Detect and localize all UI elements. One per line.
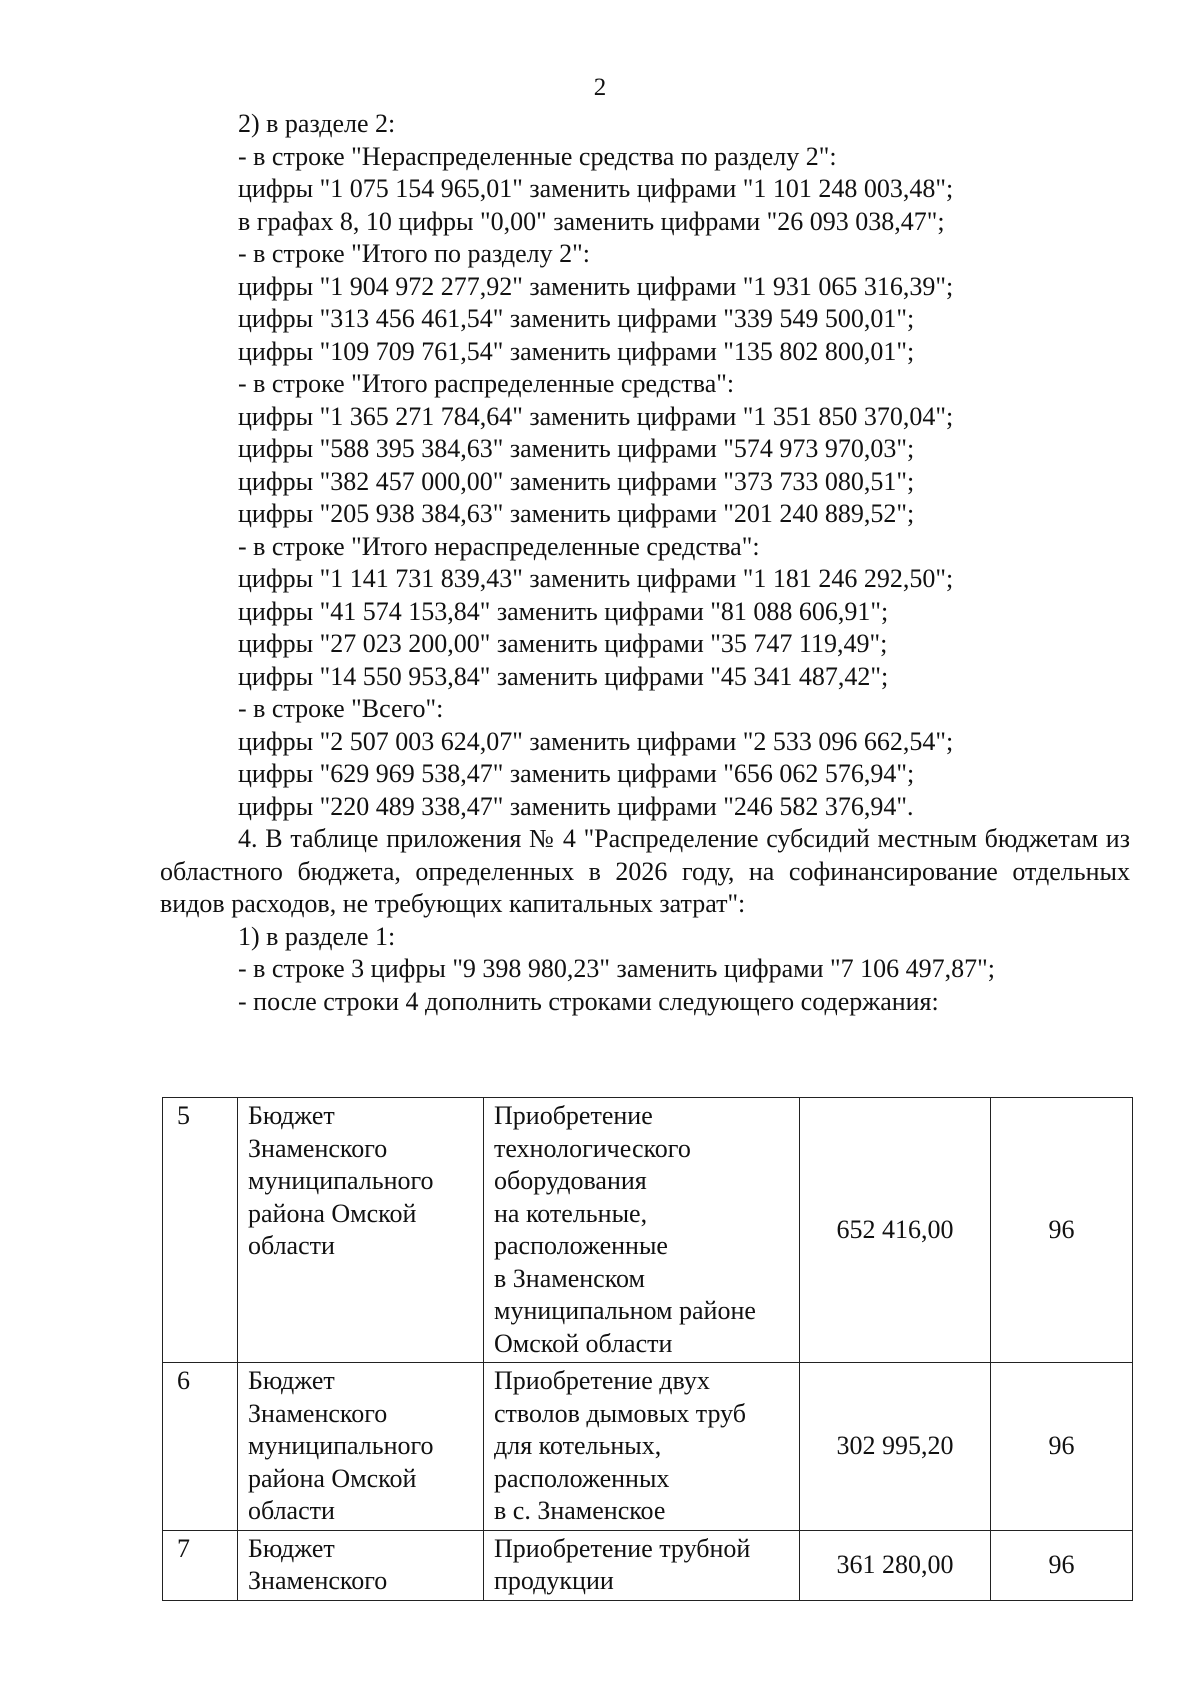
cell-line: для котельных, <box>494 1431 662 1460</box>
cell-line: Знаменского <box>248 1566 388 1595</box>
text-line: цифры "1 904 972 277,92" заменить цифрами "1 931 065 316,39"; <box>238 271 954 301</box>
cell-line: на котельные, <box>494 1198 648 1228</box>
text-line: цифры "1 365 271 784,64" заменить цифрами "1 351 850 370,04"; <box>238 401 954 431</box>
text-line: цифры "382 457 000,00" заменить цифрами "373 733 080,51"; <box>238 466 915 496</box>
text-line: цифры "14 550 953,84" заменить цифрами "45 341 487,42"; <box>238 661 889 691</box>
cell-line: области <box>248 1231 335 1260</box>
purpose-cell <box>484 1530 800 1600</box>
text-line: цифры "629 969 538,47" заменить цифрами "656 062 576,94"; <box>238 759 915 788</box>
sum-cell: 361 280,00 <box>800 1530 991 1600</box>
cell-line: района Омской <box>248 1198 417 1228</box>
text-line: - в строке "Итого по разделу 2": <box>238 239 590 268</box>
cell-line: муниципального <box>248 1431 434 1460</box>
text-line: цифры "220 489 338,47" заменить цифрами "246 582 376,94". <box>238 791 914 821</box>
sum-cell: 652 416,00 <box>800 1098 991 1363</box>
sum-cell: 302 995,20 <box>800 1363 991 1531</box>
text-line: - в строке "Итого распределенные средства": <box>238 369 735 398</box>
cell-line: муниципального <box>248 1166 434 1195</box>
cell-line: оборудования <box>494 1166 647 1195</box>
text-line: в графах 8, 10 цифры "0,00" заменить цифрами "26 093 038,47"; <box>238 206 945 236</box>
text-line: - после строки 4 дополнить строками следующего содержания: <box>238 986 939 1016</box>
cell-line: стволов дымовых труб <box>494 1398 747 1428</box>
text-line: - в строке "Нераспределенные средства по разделу 2": <box>238 141 837 171</box>
cell-line: Приобретение двух <box>494 1366 710 1395</box>
cell-line: Приобретение <box>494 1101 653 1130</box>
purpose-cell <box>484 1098 800 1363</box>
percent-cell: 96 <box>991 1530 1133 1600</box>
cell-line: продукции <box>494 1566 614 1595</box>
cell-line: Бюджет <box>248 1366 335 1395</box>
row-number-cell: 6 <box>163 1363 238 1531</box>
text-line: цифры "41 574 153,84" заменить цифрами "81 088 606,91"; <box>238 596 889 626</box>
paragraph-4: 4. В таблице приложения № 4 "Распределение субсидий местным бюджетам из областного бюджета, определенных в 2026 году, на софинансирование отдельных видов расходов, не требующих капитальных затрат": <box>160 824 1130 918</box>
table-row <box>163 1530 1133 1600</box>
text-line: цифры "1 075 154 965,01" заменить цифрами "1 101 248 003,48"; <box>238 174 954 203</box>
text-line: - в строке "Итого нераспределенные средства": <box>238 531 760 561</box>
table-row <box>163 1098 1133 1363</box>
cell-line: Бюджет <box>248 1533 335 1563</box>
cell-line: Омской области <box>494 1328 673 1358</box>
row-number-cell: 7 <box>163 1530 238 1600</box>
page-number: 2 <box>593 74 607 101</box>
text-line: цифры "1 141 731 839,43" заменить цифрами "1 181 246 292,50"; <box>238 564 954 593</box>
cell-line: Бюджет <box>248 1101 335 1130</box>
cell-line: района Омской <box>248 1463 417 1493</box>
cell-line: Приобретение трубной <box>494 1533 751 1563</box>
purpose-cell <box>484 1363 800 1531</box>
cell-line: технологического <box>494 1133 691 1163</box>
row-number-cell: 5 <box>163 1098 238 1363</box>
subsidy-table <box>162 1097 1133 1601</box>
document-body <box>160 108 1130 1018</box>
percent-cell: 96 <box>991 1098 1133 1363</box>
text-line: 2) в разделе 2: <box>238 109 396 138</box>
cell-line: области <box>248 1496 335 1525</box>
table-row <box>163 1363 1133 1531</box>
text-line: - в строке 3 цифры "9 398 980,23" заменить цифрами "7 106 497,87"; <box>238 954 995 983</box>
text-line: цифры "2 507 003 624,07" заменить цифрами "2 533 096 662,54"; <box>238 726 954 756</box>
budget-cell <box>238 1530 484 1600</box>
text-line: - в строке "Всего": <box>238 694 444 723</box>
cell-line: расположенных <box>494 1463 670 1493</box>
text-line: цифры "27 023 200,00" заменить цифрами "35 747 119,49"; <box>238 629 888 658</box>
cell-line: муниципальном районе <box>494 1296 756 1325</box>
text-line: цифры "588 395 384,63" заменить цифрами "574 973 970,03"; <box>238 434 915 463</box>
text-line: цифры "109 709 761,54" заменить цифрами "135 802 800,01"; <box>238 336 915 366</box>
cell-line: Знаменского <box>248 1133 388 1163</box>
text-line: 1) в разделе 1: <box>238 921 396 951</box>
cell-line: расположенные <box>494 1231 668 1260</box>
cell-line: Знаменского <box>248 1398 388 1428</box>
budget-cell <box>238 1363 484 1531</box>
cell-line: в Знаменском <box>494 1263 645 1293</box>
text-line: цифры "313 456 461,54" заменить цифрами "339 549 500,01"; <box>238 304 915 333</box>
text-line: цифры "205 938 384,63" заменить цифрами "201 240 889,52"; <box>238 499 915 528</box>
percent-cell: 96 <box>991 1363 1133 1531</box>
cell-line: в с. Знаменское <box>494 1496 666 1525</box>
budget-cell <box>238 1098 484 1363</box>
